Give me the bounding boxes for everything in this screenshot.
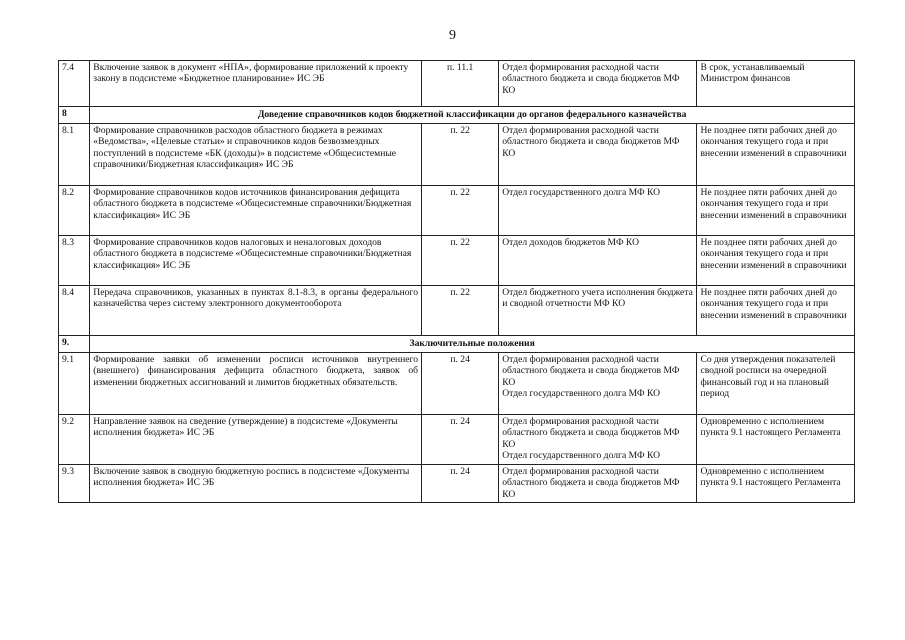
row-point: п. 24: [422, 353, 499, 415]
row-content: Формирование справочников кодов налоговых и неналоговых доходов областного бюджета в подсистеме «Общесистемные справочники/Бюджетная классификация» ИС ЭБ: [90, 236, 422, 286]
table-row: [59, 236, 855, 286]
row-term: Не позднее пяти рабочих дней до окончания текущего года и при внесении изменений в справочники: [697, 286, 855, 336]
table-row: [59, 286, 855, 336]
row-point: п. 11.1: [422, 61, 499, 107]
section-number: 9.: [59, 336, 90, 353]
row-department: [499, 124, 697, 186]
table-row: [59, 186, 855, 236]
row-number: 9.2: [59, 415, 90, 465]
row-term: Не позднее пяти рабочих дней до окончания текущего года и при внесении изменений в справочники: [697, 186, 855, 236]
row-content: Включение заявок в сводную бюджетную роспись в подсистеме «Документы исполнения бюджета» ИС ЭБ: [90, 465, 422, 503]
department-line: Отдел формирования расходной части областного бюджета и свода бюджетов МФ КО: [502, 125, 680, 159]
row-point: п. 24: [422, 415, 499, 465]
table-row: [59, 415, 855, 465]
row-number: 9.1: [59, 353, 90, 415]
row-number: 8.2: [59, 186, 90, 236]
procedure-table: [58, 60, 855, 503]
row-term: Со дня утверждения показателей сводной росписи на очередной финансовый год и на плановый период: [697, 353, 855, 415]
department-line: Отдел формирования расходной части областного бюджета и свода бюджетов МФ КО: [502, 416, 680, 450]
row-term: Не позднее пяти рабочих дней до окончания текущего года и при внесении изменений в справочники: [697, 236, 855, 286]
row-content: Включение заявок в документ «НПА», формирование приложений к проекту закону в подсистеме «Бюджетное планирование» ИС ЭБ: [90, 61, 422, 107]
department-line: Отдел доходов бюджетов МФ КО: [502, 237, 640, 248]
row-term: Одновременно с исполнением пункта 9.1 настоящего Регламента: [697, 415, 855, 465]
table-row: [59, 353, 855, 415]
row-point: п. 22: [422, 124, 499, 186]
row-term: Одновременно с исполнением пункта 9.1 настоящего Регламента: [697, 465, 855, 503]
row-content: Формирование справочников кодов источников финансирования дефицита областного бюджета в подсистеме «Общесистемные справочники/Бюджетная классификация» ИС ЭБ: [90, 186, 422, 236]
department-line: Отдел государственного долга МФ КО: [502, 450, 661, 462]
table-row: [59, 61, 855, 107]
row-number: 9.3: [59, 465, 90, 503]
row-department: [499, 465, 697, 503]
row-term: В срок, устанавливаемый Министром финансов: [697, 61, 855, 107]
row-point: п. 24: [422, 465, 499, 503]
department-line: Отдел формирования расходной части областного бюджета и свода бюджетов МФ КО: [502, 466, 680, 500]
row-number: 8.4: [59, 286, 90, 336]
row-number: 8.3: [59, 236, 90, 286]
table-row: [59, 465, 855, 503]
row-department: [499, 286, 697, 336]
page-number: 9: [449, 28, 456, 43]
department-line: Отдел государственного долга МФ КО: [502, 187, 661, 198]
section-title: Заключительные положения: [90, 336, 855, 353]
section-title: Доведение справочников кодов бюджетной классификации до органов федерального казначейства: [90, 107, 855, 124]
row-department: [499, 353, 697, 415]
row-point: п. 22: [422, 286, 499, 336]
row-department: [499, 236, 697, 286]
row-department: [499, 61, 697, 107]
row-content: Передача справочников, указанных в пунктах 8.1-8.3, в органы федерального казначейства через систему электронного документооборота: [90, 286, 422, 336]
row-department: [499, 186, 697, 236]
row-term: Не позднее пяти рабочих дней до окончания текущего года и при внесении изменений в справочники: [697, 124, 855, 186]
section-number: 8: [59, 107, 90, 124]
section-row: [59, 336, 855, 353]
department-line: Отдел формирования расходной части областного бюджета и свода бюджетов МФ КО: [502, 354, 680, 388]
row-number: 8.1: [59, 124, 90, 186]
section-row: [59, 107, 855, 124]
row-point: п. 22: [422, 236, 499, 286]
department-line: Отдел государственного долга МФ КО: [502, 388, 661, 400]
row-content: Формирование заявки об изменении росписи источников внутреннего (внешнего) финансирования дефицита областного бюджета, заявок об изменении бюджетных ассигнований и лимитов бюджетных обязательств.: [90, 353, 422, 415]
department-line: Отдел формирования расходной части областного бюджета и свода бюджетов МФ КО: [502, 62, 680, 96]
department-line: Отдел бюджетного учета исполнения бюджета и сводной отчетности МФ КО: [502, 287, 693, 310]
row-content: Направление заявок на сведение (утверждение) в подсистеме «Документы исполнения бюджета» ИС ЭБ: [90, 415, 422, 465]
table-row: [59, 124, 855, 186]
row-point: п. 22: [422, 186, 499, 236]
row-number: 7.4: [59, 61, 90, 107]
row-content: Формирование справочников расходов областного бюджета в режимах «Ведомства», «Целевые статьи» и справочников кодов безвозмездных поступлений в подсистеме «БК (доходы)» в подсистеме «Общесистемные справочники/Бюджетная классификация» ИС ЭБ: [90, 124, 422, 186]
row-department: [499, 415, 697, 465]
